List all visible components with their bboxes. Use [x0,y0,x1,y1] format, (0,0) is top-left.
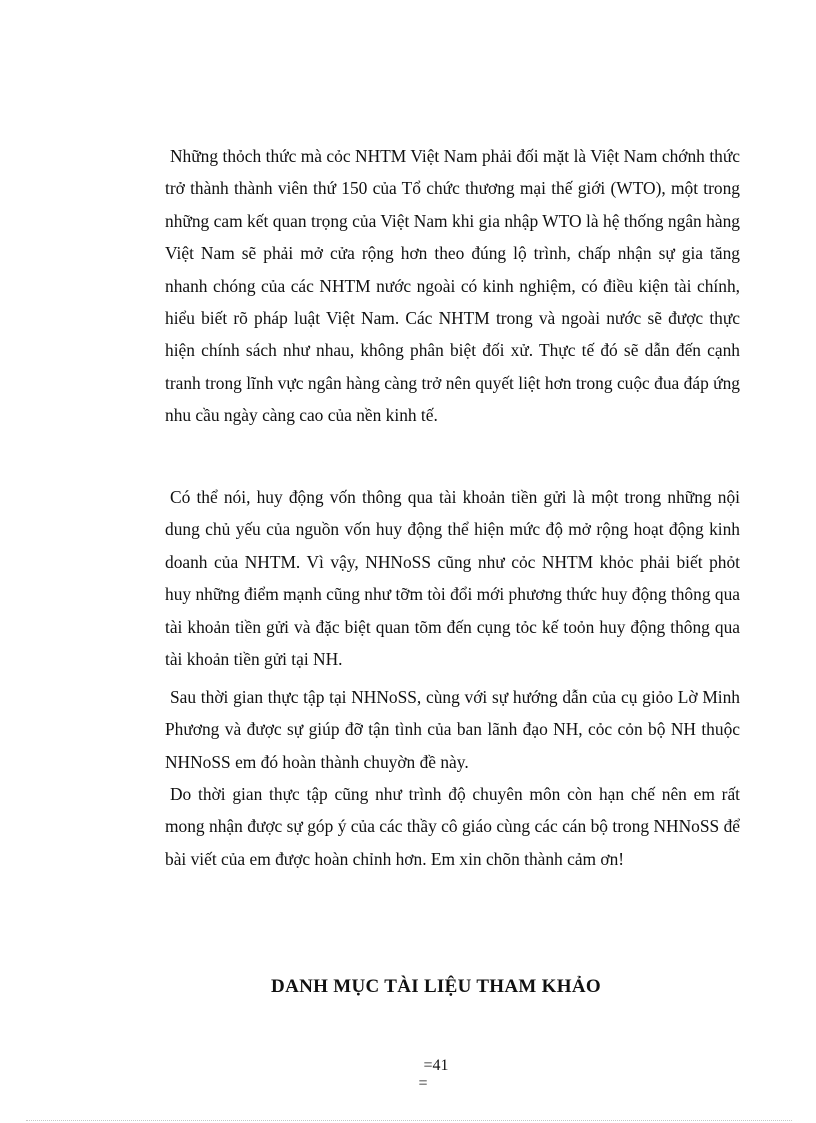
page-number: =41 [423,1057,449,1074]
paragraph-deposits [165,481,740,675]
paragraph-closing-text: Do thời gian thực tập cũng như trình độ chuyên môn còn hạn chế nên em rất mong nhận được sự góp ý của các thầy cô giáo cùng các cán bộ trong NHNoSS để bài viết của em được hoàn chỉnh hơn. Em xin chõn thành cảm ơn! [165,784,740,869]
paragraph-deposits-text: Có thể nói, huy động vốn thông qua tài khoản tiền gửi là một trong những nội dung chủ yếu của nguồn vốn huy động thể hiện mức độ mở rộng hoạt động kinh doanh của NHTM. Vì vậy, NHNoSS cũng như cỏc NHTM khỏc phải biết phỏt huy những điểm mạnh cũng như tỡm tòi đổi mới phương thức huy động thông qua tài khoản tiền gửi và đặc biệt quan tõm đến cụng tỏc kế toỏn huy động thông qua tài khoản tiền gửi tại NH. [165,487,740,670]
page-footer-mark: = [418,1075,428,1092]
paragraph-closing [165,778,740,875]
references-heading: DANH MỤC TÀI LIỆU THAM KHẢO [271,976,601,997]
paragraph-challenges [165,140,740,432]
paragraph-acknowledgement [165,681,740,778]
paragraph-challenges-text: Những thỏch thức mà cỏc NHTM Việt Nam phải đối mặt là Việt Nam chớnh thức trở thành thành viên thứ 150 của Tổ chức thương mại thế giới (WTO), một trong những cam kết quan trọng của Việt Nam khi gia nhập WTO là hệ thống ngân hàng Việt Nam sẽ phải mở cửa rộng hơn theo đúng lộ trình, chấp nhận sự gia tăng nhanh chóng của các NHTM nước ngoài có kinh nghiệm, có điều kiện tài chính, hiểu biết rõ pháp luật Việt Nam. Các NHTM trong và ngoài nước sẽ được thực hiện chính sách như nhau, không phân biệt đối xử. Thực tế đó sẽ dẫn đến cạnh tranh trong lĩnh vực ngân hàng càng trở nên quyết liệt hơn trong cuộc đua đáp ứng nhu cầu ngày càng cao của nền kinh tế. [165,146,740,426]
paragraph-acknowledgement-text: Sau thời gian thực tập tại NHNoSS, cùng với sự hướng dẫn của cụ giỏo Lờ Minh Phương và được sự giúp đỡ tận tình của ban lãnh đạo NH, cỏc cỏn bộ NH thuộc NHNoSS em đó hoàn thành chuyờn đề này. [165,687,740,772]
page-bottom-divider [26,1120,792,1121]
